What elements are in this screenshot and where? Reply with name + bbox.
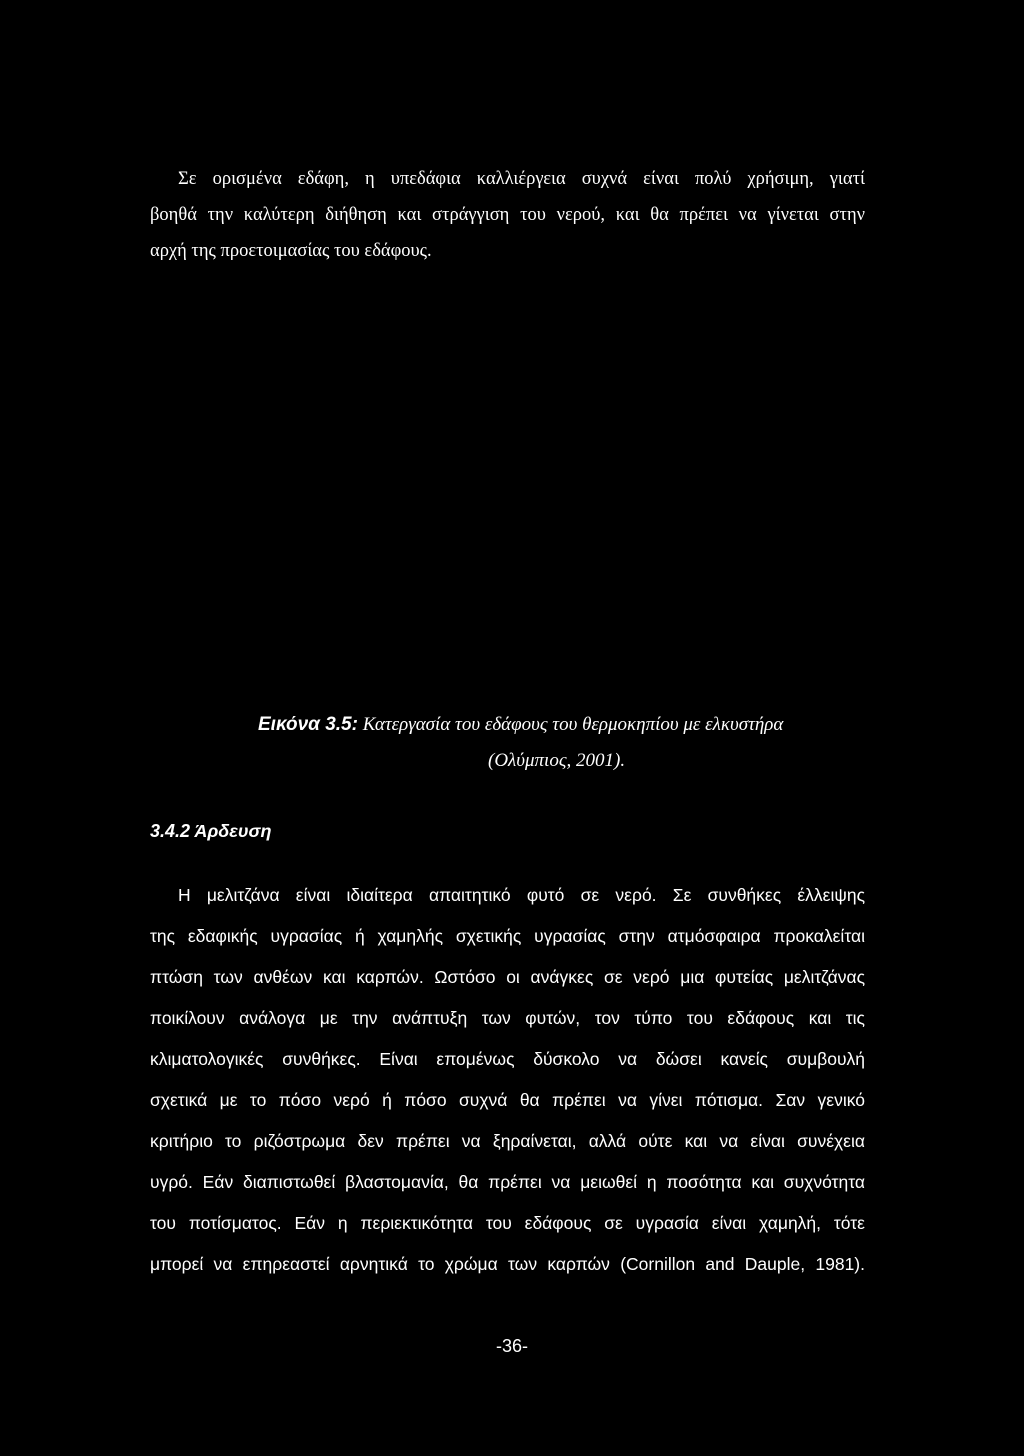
intro-paragraph-line-3: αρχή της προετοιμασίας του εδάφους. bbox=[150, 241, 432, 261]
body-paragraph-line-10: μπορεί να επηρεαστεί αρνητικά το χρώμα των καρπών (Cornillon and Dauple, 1981). bbox=[150, 1254, 865, 1274]
body-paragraph-line-5: κλιματολογικές συνθήκες. Είναι επομένως δύσκολο να δώσει κανείς συμβουλή bbox=[150, 1049, 865, 1069]
body-paragraph-line-7: κριτήριο το ριζόστρωμα δεν πρέπει να ξηραίνεται, αλλά ούτε και να είναι συνέχεια bbox=[150, 1131, 865, 1151]
figure-caption-text: Κατεργασία του εδάφους του θερμοκηπίου με ελκυστήρα bbox=[362, 714, 784, 735]
figure-caption-source: (Ολύμπιος, 2001). bbox=[488, 750, 626, 771]
section-heading: 3.4.2 Άρδευση bbox=[150, 821, 272, 841]
page-number: -36- bbox=[495, 1336, 528, 1356]
body-paragraph-line-2: της εδαφικής υγρασίας ή χαμηλής σχετικής υγρασίας στην ατμόσφαιρα προκαλείται bbox=[150, 926, 865, 946]
figure-caption-label: Εικόνα 3.5: bbox=[258, 714, 358, 735]
body-paragraph-line-8: υγρό. Εάν διαπιστωθεί βλαστομανία, θα πρέπει να μειωθεί η ποσότητα και συχνότητα bbox=[150, 1172, 865, 1192]
body-paragraph-line-3: πτώση των ανθέων και καρπών. Ωστόσο οι ανάγκες σε νερό μια φυτείας μελιτζάνας bbox=[150, 967, 865, 987]
intro-paragraph-line-1: Σε ορισμένα εδάφη, η υπεδάφια καλλιέργεια συχνά είναι πολύ χρήσιμη, γιατί bbox=[178, 169, 865, 189]
body-paragraph-line-9: του ποτίσματος. Εάν η περιεκτικότητα του εδάφους σε υγρασία είναι χαμηλή, τότε bbox=[150, 1213, 865, 1233]
body-paragraph-line-1: Η μελιτζάνα είναι ιδιαίτερα απαιτητικό φυτό σε νερό. Σε συνθήκες έλλειψης bbox=[178, 885, 865, 905]
figure-caption bbox=[258, 714, 783, 736]
body-paragraph-line-6: σχετικά με το πόσο νερό ή πόσο συχνά θα πρέπει να γίνει πότισμα. Σαν γενικό bbox=[150, 1090, 865, 1110]
body-paragraph-line-4: ποικίλουν ανάλογα με την ανάπτυξη των φυτών, τον τύπο του εδάφους και τις bbox=[150, 1008, 865, 1028]
intro-paragraph-line-2: βοηθά την καλύτερη διήθηση και στράγγιση του νερού, και θα πρέπει να γίνεται στην bbox=[150, 205, 865, 225]
